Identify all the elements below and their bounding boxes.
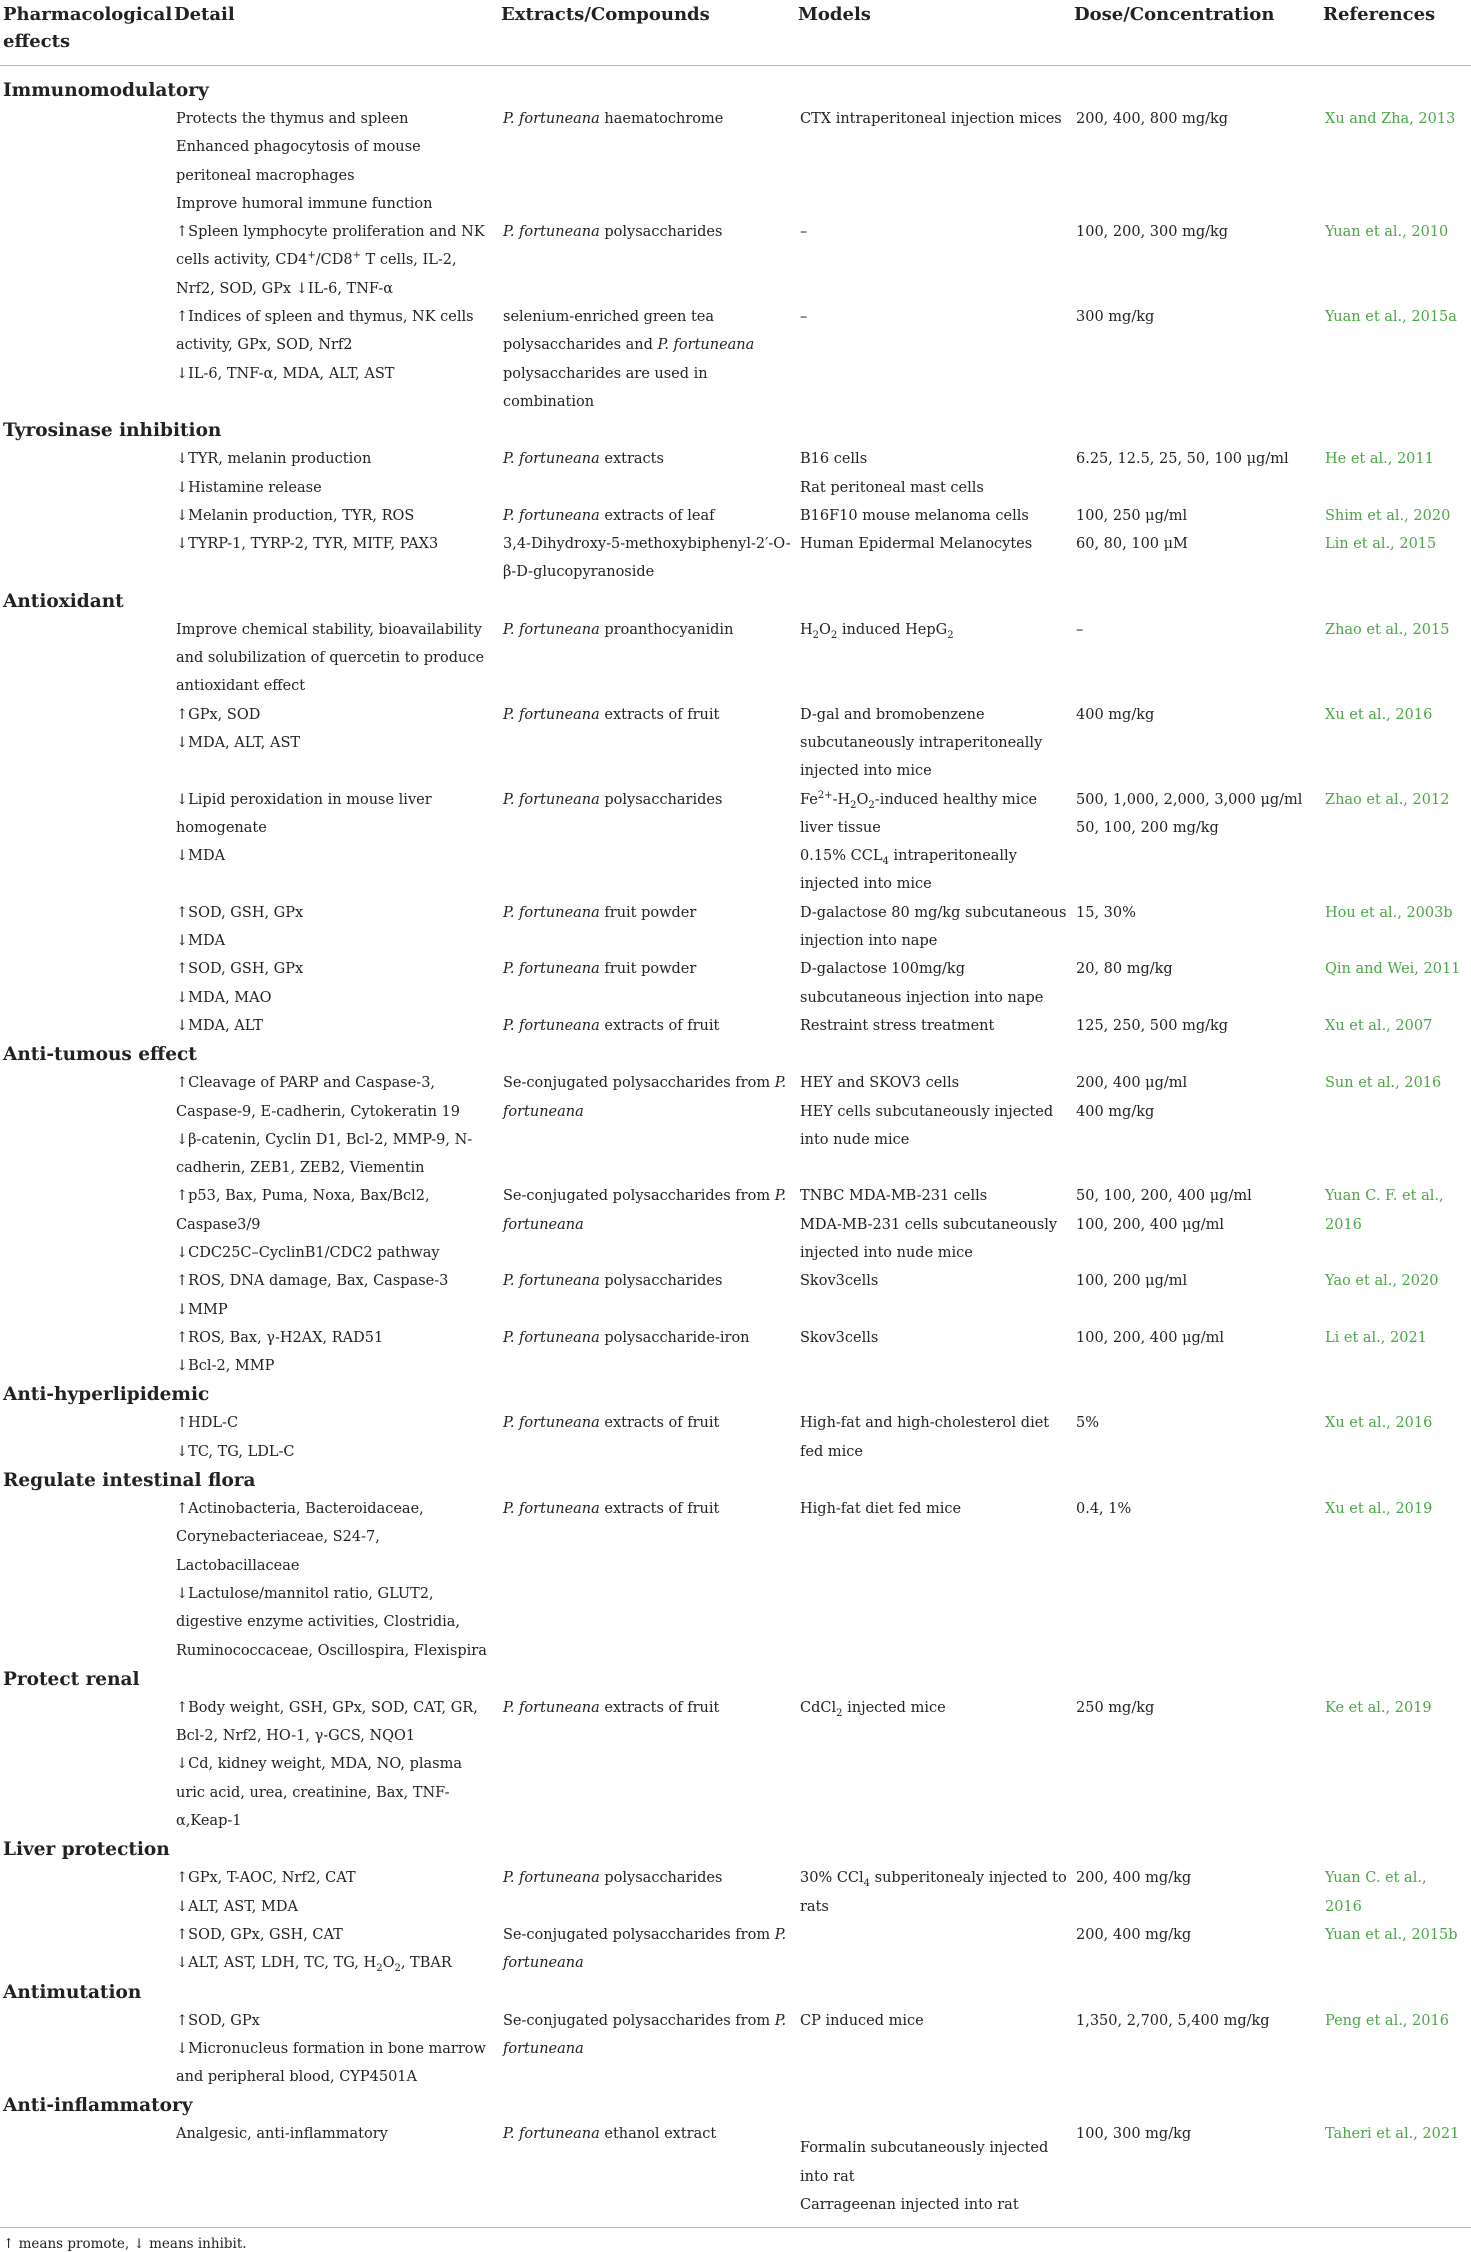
- model-cell: CP induced mice: [800, 2012, 924, 2029]
- extract-cell: P. fortuneana extracts of fruit: [503, 1415, 720, 1432]
- extract-cell: P. fortuneana extracts of fruit: [503, 1017, 720, 1034]
- model-cell: 30% CCl$_4$ subperitonealy injected to rats: [800, 1870, 1067, 1915]
- section-title: Anti-tumous effect: [3, 1044, 197, 1066]
- reference-link[interactable]: Lin et al., 2015: [1325, 536, 1437, 553]
- table-row: [0, 1409, 1471, 1466]
- section-title: Antimutation: [3, 1981, 142, 2003]
- header-row: [0, 0, 1471, 66]
- model-cell: TNBC MDA-MB-231 cells MDA-MB-231 cells subcutaneously injected into nude mice: [800, 1188, 1058, 1261]
- reference-link[interactable]: Yuan C. F. et al., 2016: [1325, 1188, 1444, 1233]
- table-row: [0, 530, 1471, 587]
- reference-link[interactable]: Zhao et al., 2012: [1325, 791, 1450, 808]
- section-row: [0, 66, 1471, 106]
- model-cell: CdCl$_2$ injected mice: [800, 1699, 946, 1719]
- extract-cell: Se-conjugated polysaccharides from P. fortuneana: [503, 2012, 787, 2057]
- extract-cell: P. fortuneana proanthocyanidin: [503, 621, 734, 638]
- extract-cell: P. fortuneana extracts of fruit: [503, 706, 720, 723]
- dose-cell: 500, 1,000, 2,000, 3,000 μg/ml 50, 100, 200 mg/kg: [1076, 791, 1303, 836]
- detail-cell: ↑Spleen lymphocyte proliferation and NK cells activity, CD4+/CD8+ T cells, IL-2, Nrf2, SOD, GPx ↓IL-6, TNF-α: [176, 224, 485, 297]
- model-cell: Human Epidermal Melanocytes: [800, 536, 1033, 553]
- extract-cell: Se-conjugated polysaccharides from P. fortuneana: [503, 1926, 787, 1972]
- detail-cell: ↑GPx, SOD ↓MDA, ALT, AST: [176, 706, 301, 751]
- table-row: [0, 1694, 1471, 1835]
- model-cell: $H_2O_2$ induced HepG$_2$: [800, 621, 954, 641]
- detail-cell: Analgesic, anti-inflammatory: [176, 2126, 388, 2143]
- reference-link[interactable]: Yao et al., 2020: [1325, 1273, 1439, 1290]
- model-cell: Skov3cells: [800, 1273, 879, 1290]
- extract-cell: P. fortuneana ethanol extract: [503, 2126, 717, 2143]
- section-title: Anti-inflammatory: [3, 2095, 193, 2117]
- extract-cell: P. fortuneana fruit powder: [503, 961, 697, 978]
- model-cell: Restraint stress treatment: [800, 1017, 995, 1034]
- section-row: [0, 1835, 1471, 1864]
- extract-cell: P. fortuneana extracts: [503, 451, 664, 468]
- extract-cell: P. fortuneana polysaccharides: [503, 791, 723, 808]
- reference-link[interactable]: Qin and Wei, 2011: [1325, 961, 1461, 978]
- dose-cell: 200, 400, 800 mg/kg: [1076, 111, 1229, 127]
- reference-link[interactable]: Shim et al., 2020: [1325, 507, 1451, 524]
- table-row: [0, 502, 1471, 530]
- table-row: [0, 1495, 1471, 1665]
- reference-link[interactable]: Sun et al., 2016: [1325, 1075, 1442, 1092]
- dose-cell: 0.4, 1%: [1076, 1501, 1132, 1518]
- detail-cell: ↓Lipid peroxidation in mouse liver homogenate ↓MDA: [176, 791, 432, 865]
- dose-cell: 100, 200, 400 μg/ml: [1076, 1329, 1225, 1346]
- table-row: [0, 2120, 1471, 2219]
- detail-cell: ↑HDL-C ↓TC, TG, LDL-C: [176, 1415, 295, 1460]
- table-row: [0, 955, 1471, 1012]
- extract-cell: P. fortuneana polysaccharides: [503, 1870, 723, 1887]
- detail-cell: Improve chemical stability, bioavailability and solubilization of quercetin to produce antioxidant effect: [176, 621, 485, 695]
- reference-link[interactable]: Xu et al., 2016: [1325, 1415, 1433, 1432]
- dose-cell: 60, 80, 100 μM: [1076, 536, 1188, 553]
- detail-cell: ↓TYRP-1, TYRP-2, TYR, MITF, PAX3: [176, 536, 439, 553]
- detail-cell: ↓TYR, melanin production ↓Histamine release: [176, 451, 372, 496]
- table-row: [0, 1324, 1471, 1381]
- table-row: [0, 616, 1471, 701]
- reference-link[interactable]: Taheri et al., 2021: [1325, 2126, 1460, 2143]
- extract-cell: P. fortuneana extracts of leaf: [503, 507, 715, 524]
- extract-cell: P. fortuneana polysaccharide-iron: [503, 1329, 750, 1346]
- header-detail: Detail: [171, 0, 498, 66]
- model-cell: D-galactose 80 mg/kg subcutaneous injection into nape: [800, 904, 1067, 950]
- model-cell: CTX intraperitoneal injection mices: [800, 111, 1062, 127]
- model-cell: $Fe^{2+}-H_2O_2$-induced healthy mice liver tissue 0.15% $CCL_4$ intraperitoneally injected into mice: [800, 789, 1038, 893]
- detail-cell: ↑SOD, GPx ↓Micronucleus formation in bone marrow and peripheral blood, CYP4501A: [176, 2012, 486, 2086]
- table-row: [0, 701, 1471, 786]
- reference-link[interactable]: Xu et al., 2019: [1325, 1501, 1433, 1518]
- table-row: [0, 303, 1471, 416]
- table-row: [0, 1921, 1471, 1978]
- reference-link[interactable]: Yuan C. et al., 2016: [1325, 1870, 1427, 1915]
- detail-cell: ↑SOD, GPx, GSH, CAT ↓ALT, AST, LDH, TC, TG, $H_2O_2$, TBAR: [176, 1926, 452, 1975]
- dose-cell: 250 mg/kg: [1076, 1699, 1155, 1716]
- model-cell: D-gal and bromobenzene subcutaneously intraperitoneally injected into mice: [800, 706, 1043, 780]
- header-references: References: [1320, 0, 1471, 66]
- detail-cell: ↑Actinobacteria, Bacteroidaceae, Corynebacteriaceae, S24-7, Lactobacillaceae ↓Lactulose/mannitol ratio, GLUT2, digestive enzyme activities, Clostridia, Ruminococcaceae, Oscillospira, Flexispira: [176, 1501, 487, 1659]
- section-title: Antioxidant: [3, 590, 124, 612]
- extract-cell: Se-conjugated polysaccharides from P. fortuneana: [503, 1075, 787, 1120]
- model-cell: Skov3cells: [800, 1329, 879, 1346]
- reference-link[interactable]: Yuan et al., 2015a: [1325, 309, 1457, 326]
- model-cell: B16F10 mouse melanoma cells: [800, 507, 1029, 524]
- dose-cell: 50, 100, 200, 400 μg/ml 100, 200, 400 μg/ml: [1076, 1188, 1252, 1233]
- extract-cell: P. fortuneana polysaccharides: [503, 1273, 723, 1290]
- dose-cell: 100, 200 μg/ml: [1076, 1273, 1188, 1290]
- dose-cell: 125, 250, 500 mg/kg: [1076, 1017, 1229, 1034]
- model-cell: High-fat and high-cholesterol diet fed mice: [800, 1415, 1050, 1460]
- detail-cell: ↑p53, Bax, Puma, Noxa, Bax/Bcl2, Caspase3/9 ↓CDC25C–CyclinB1/CDC2 pathway: [176, 1188, 440, 1261]
- table-row: [0, 1012, 1471, 1040]
- table-row: [0, 899, 1471, 956]
- detail-cell: ↑Cleavage of PARP and Caspase-3, Caspase-9, E-cadherin, Cytokeratin 19 ↓β-catenin, Cyclin D1, Bcl-2, MMP-9, N-cadherin, ZEB1, ZEB2, Viementin: [176, 1075, 473, 1177]
- dose-cell: 6.25, 12.5, 25, 50, 100 μg/ml: [1076, 451, 1289, 468]
- dose-cell: 1,350, 2,700, 5,400 mg/kg: [1076, 2012, 1270, 2029]
- section-row: [0, 587, 1471, 616]
- model-cell: B16 cells Rat peritoneal mast cells: [800, 451, 984, 496]
- table-row: [0, 105, 1471, 218]
- reference-link[interactable]: Peng et al., 2016: [1325, 2012, 1449, 2029]
- section-title: Protect renal: [3, 1668, 140, 1690]
- reference-link[interactable]: Zhao et al., 2015: [1325, 621, 1450, 638]
- detail-cell: ↑ROS, Bax, γ-H2AX, RAD51 ↓Bcl-2, MMP: [176, 1329, 384, 1375]
- header-extracts: Extracts/Compounds: [498, 0, 795, 66]
- reference-link[interactable]: Xu et al., 2007: [1325, 1017, 1433, 1034]
- detail-cell: ↓MDA, ALT: [176, 1017, 263, 1034]
- detail-cell: ↓Melanin production, TYR, ROS: [176, 507, 415, 524]
- reference-link[interactable]: Yuan et al., 2010: [1325, 224, 1449, 241]
- section-row: [0, 2091, 1471, 2120]
- reference-link[interactable]: Xu et al., 2016: [1325, 706, 1433, 723]
- extract-cell: 3,4-Dihydroxy-5-methoxybiphenyl-2′-O-β-D-glucopyranoside: [503, 536, 791, 581]
- table-row: [0, 786, 1471, 899]
- extract-cell: Se-conjugated polysaccharides from P. fortuneana: [503, 1188, 787, 1233]
- dose-cell: 100, 200, 300 mg/kg: [1076, 224, 1229, 241]
- table-row: [0, 1182, 1471, 1267]
- table-footnote: ↑ means promote, ↓ means inhibit.: [0, 2227, 1471, 2252]
- table-row: [0, 1864, 1471, 1921]
- detail-cell: ↑Indices of spleen and thymus, NK cells activity, GPx, SOD, Nrf2 ↓IL-6, TNF-α, MDA, ALT, AST: [176, 309, 474, 382]
- section-row: [0, 1380, 1471, 1409]
- detail-cell: ↑SOD, GSH, GPx ↓MDA: [176, 904, 304, 950]
- model-cell: D-galactose 100mg/kg subcutaneous injection into nape: [800, 961, 1044, 1006]
- dose-cell: 100, 250 μg/ml: [1076, 507, 1188, 524]
- section-row: [0, 1040, 1471, 1069]
- extract-cell: P. fortuneana extracts of fruit: [503, 1699, 720, 1716]
- dose-cell: 100, 300 mg/kg: [1076, 2126, 1192, 2143]
- section-row: [0, 1665, 1471, 1694]
- reference-link[interactable]: Ke et al., 2019: [1325, 1699, 1432, 1716]
- detail-cell: ↑ROS, DNA damage, Bax, Caspase-3 ↓MMP: [176, 1273, 449, 1318]
- dose-cell: 200, 400 mg/kg: [1076, 1926, 1192, 1943]
- table-row: [0, 2007, 1471, 2092]
- dose-cell: 20, 80 mg/kg: [1076, 961, 1173, 978]
- model-cell: –: [800, 224, 808, 241]
- dose-cell: 5%: [1076, 1415, 1100, 1432]
- extract-cell: selenium-enriched green tea polysaccharides and P. fortuneana polysaccharides are used in combination: [503, 309, 755, 410]
- reference-link[interactable]: Hou et al., 2003b: [1325, 904, 1453, 921]
- detail-cell: Protects the thymus and spleen Enhanced phagocytosis of mouse peritoneal macrophages Improve humoral immune function: [176, 111, 433, 212]
- section-row: [0, 416, 1471, 445]
- model-cell: Formalin subcutaneously injected into rat Carrageenan injected into rat: [800, 2140, 1049, 2213]
- section-row: [0, 1978, 1471, 2007]
- section-row: [0, 1466, 1471, 1495]
- dose-cell: 200, 400 mg/kg: [1076, 1870, 1192, 1887]
- table-row: [0, 1069, 1471, 1182]
- detail-cell: ↑Body weight, GSH, GPx, SOD, CAT, GR, Bcl-2, Nrf2, HO-1, γ-GCS, NQO1 ↓Cd, kidney weight, MDA, NO, plasma uric acid, urea, creatinine, Bax, TNF-α,Keap-1: [176, 1699, 478, 1830]
- section-title: Regulate intestinal flora: [3, 1470, 256, 1492]
- table-row: [0, 445, 1471, 502]
- reference-link[interactable]: Yuan et al., 2015b: [1325, 1926, 1458, 1943]
- section-title: Anti-hyperlipidemic: [3, 1384, 210, 1406]
- model-cell: [795, 1921, 1071, 1978]
- model-cell: High-fat diet fed mice: [800, 1501, 962, 1518]
- section-title: Immunomodulatory: [3, 80, 209, 101]
- extract-cell: P. fortuneana extracts of fruit: [503, 1501, 720, 1518]
- dose-cell: 15, 30%: [1076, 904, 1136, 921]
- header-effects: Pharmacological effects: [0, 0, 171, 66]
- section-title: Tyrosinase inhibition: [3, 420, 222, 442]
- extract-cell: P. fortuneana haematochrome: [503, 111, 724, 127]
- extract-cell: P. fortuneana polysaccharides: [503, 224, 723, 241]
- detail-cell: ↑GPx, T-AOC, Nrf2, CAT ↓ALT, AST, MDA: [176, 1870, 356, 1915]
- reference-link[interactable]: Li et al., 2021: [1325, 1329, 1427, 1346]
- model-cell: HEY and SKOV3 cells HEY cells subcutaneously injected into nude mice: [800, 1075, 1054, 1148]
- dose-cell: 200, 400 μg/ml 400 mg/kg: [1076, 1075, 1188, 1120]
- table-row: [0, 218, 1471, 303]
- model-cell: –: [800, 309, 808, 326]
- table-row: [0, 1267, 1471, 1324]
- dose-cell: 300 mg/kg: [1076, 309, 1155, 326]
- header-dose: Dose/Concentration: [1071, 0, 1320, 66]
- header-models: Models: [795, 0, 1071, 66]
- reference-link[interactable]: Xu and Zha, 2013: [1325, 111, 1456, 127]
- detail-cell: ↑SOD, GSH, GPx ↓MDA, MAO: [176, 961, 304, 1006]
- extract-cell: P. fortuneana fruit powder: [503, 904, 697, 921]
- section-title: Liver protection: [3, 1839, 170, 1861]
- reference-link[interactable]: He et al., 2011: [1325, 451, 1434, 468]
- dose-cell: –: [1076, 621, 1084, 638]
- dose-cell: 400 mg/kg: [1076, 706, 1155, 723]
